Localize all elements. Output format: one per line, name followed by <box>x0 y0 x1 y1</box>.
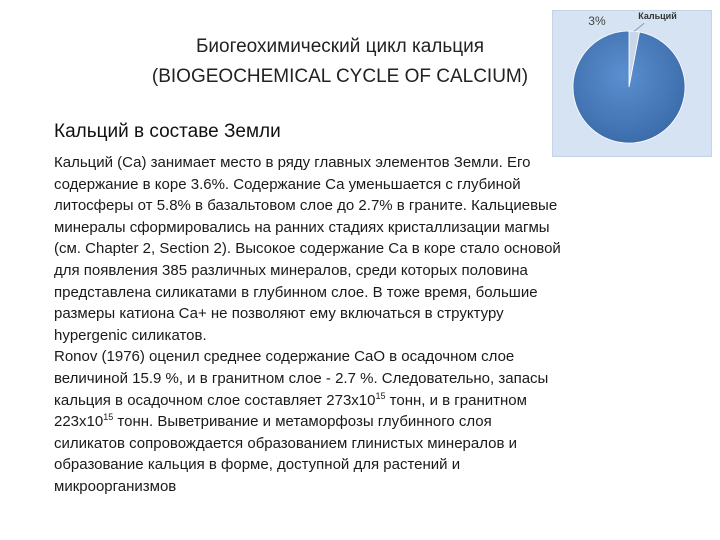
text-line: кальция в осадочном слое составляет 273x10 <box>54 391 376 409</box>
text-line: Кальций (Са) занимает место в ряду главных элементов Земли. Его <box>54 154 531 171</box>
title-line-english: (BIOGEOCHEMICAL CYCLE OF CALCIUM) <box>151 66 529 87</box>
text-line: hypergenic силикатов. <box>54 326 207 344</box>
pie-chart-svg <box>553 11 711 156</box>
paragraph-1 <box>54 152 614 346</box>
text-line: (см. Chapter 2, Section 2). Высокое содержание Са в коре стало основой <box>54 240 561 258</box>
exponent: 15 <box>375 390 386 401</box>
text-line: содержание в коре 3.6%. Содержание Са уменьшается с глубиной <box>54 175 521 193</box>
paragraph-2 <box>54 346 614 497</box>
text-line: размеры катиона Са+ не позволяют ему включаться в структуру <box>54 305 504 323</box>
pie-chart <box>552 10 712 157</box>
body-text <box>54 152 614 498</box>
text-line: представлена силикатами в глубинном слое. В тоже время, большие <box>54 283 538 301</box>
text-line: микроорганизмов <box>54 477 177 495</box>
title-line-russian: Биогеохимический цикл кальция <box>195 36 485 57</box>
pie-leader-line <box>634 23 644 31</box>
pie-category-label: Кальций <box>638 11 677 22</box>
slide-title <box>100 32 580 92</box>
text-line: величиной 15.9 %, и в гранитном слое - 2.7 %. Следовательно, запасы <box>54 369 549 387</box>
pie-percent-label: 3% <box>588 14 606 29</box>
exponent: 15 <box>103 412 114 423</box>
text-line: тонн. Выветривание и метаморфозы глубинного слоя <box>113 413 492 431</box>
section-heading: Кальций в составе Земли <box>54 121 281 142</box>
text-line: 223x10 <box>54 413 104 431</box>
text-line: минералы сформировались на ранних стадиях кристаллизации магмы <box>54 218 550 236</box>
text-line: Ronov (1976) оценил среднее содержание CaO в осадочном слое <box>54 348 515 366</box>
text-line: образование кальция в форме, доступной для растений и <box>54 456 461 474</box>
text-line: для появления 385 различных минералов, среди которых половина <box>54 261 528 279</box>
pie-slice-other <box>573 31 685 143</box>
text-line: тонн, и в гранитном <box>385 391 527 409</box>
text-line: силикатов сопровождается образованием глинистых минералов и <box>54 434 518 452</box>
text-line: литосферы от 5.8% в базальтовом слое до 2.7% в граните. Кальциевые <box>54 197 558 215</box>
